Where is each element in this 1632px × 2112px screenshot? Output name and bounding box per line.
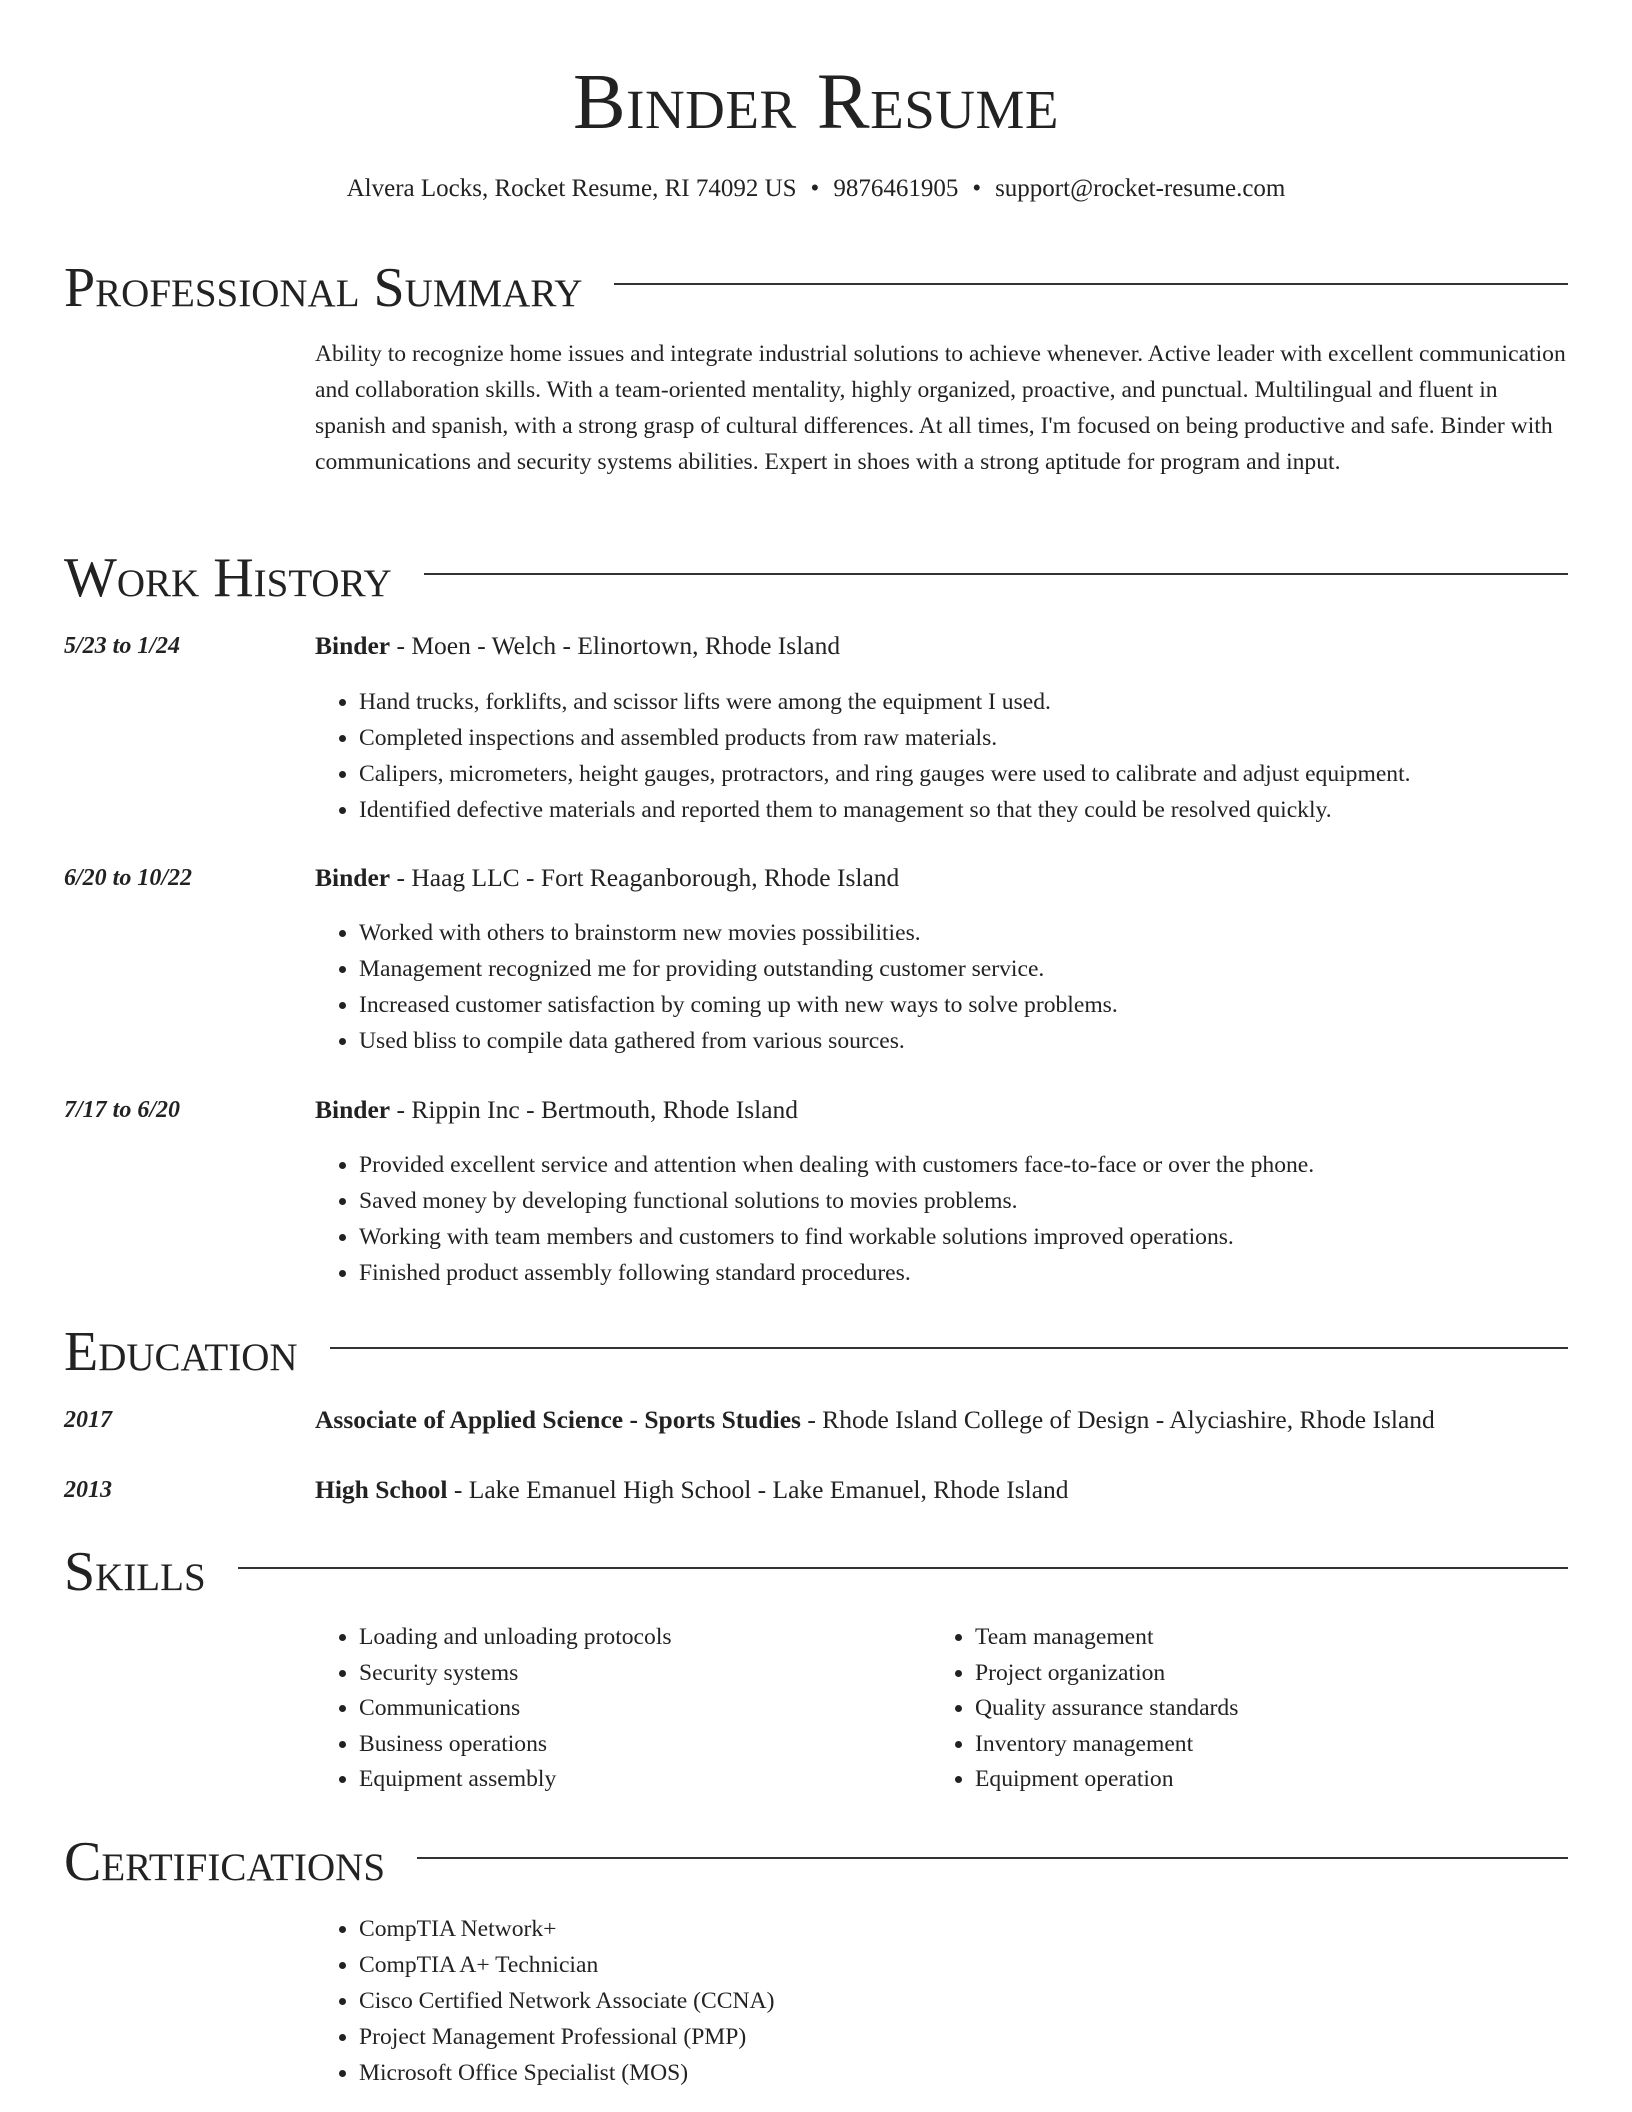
list-item: • Used bliss to compile data gathered from various sources. <box>359 1023 1118 1059</box>
job-role: Binder <box>315 1095 391 1124</box>
skill-item: • Equipment operation <box>975 1762 1238 1798</box>
skill-item: • Security systems <box>359 1656 672 1692</box>
section-title-skills: Skills <box>64 1541 206 1603</box>
section-header-summary <box>64 256 1568 320</box>
education-details: - Rhode Island College of Design - Alyciashire, Rhode Island <box>800 1405 1435 1434</box>
contact-separator: • <box>972 175 982 202</box>
contact-address: Alvera Locks, Rocket Resume, RI 74092 US <box>346 175 797 202</box>
section-header-education <box>64 1320 1568 1384</box>
job-title-line <box>315 861 899 895</box>
section-header-certifications <box>64 1830 1568 1894</box>
certifications-list <box>315 1911 774 2091</box>
job-details: - Rippin Inc - Bertmouth, Rhode Island <box>390 1095 799 1124</box>
job-role: Binder <box>315 863 391 892</box>
education-details: - Lake Emanuel High School - Lake Emanuel, Rhode Island <box>447 1475 1069 1504</box>
job-title-line <box>315 1093 798 1127</box>
list-item: • Worked with others to brainstorm new movies possibilities. <box>359 915 1118 951</box>
list-item: • Management recognized me for providing outstanding customer service. <box>359 951 1118 987</box>
job-bullets <box>315 915 1118 1059</box>
job-bullets <box>315 684 1411 828</box>
skill-item: • Communications <box>359 1691 672 1727</box>
section-divider <box>424 573 1568 575</box>
list-item: • Saved money by developing functional solutions to movies problems. <box>359 1183 1314 1219</box>
skill-item: • Equipment assembly <box>359 1762 672 1798</box>
skill-item: • Team management <box>975 1620 1238 1656</box>
certification-item: • CompTIA Network+ <box>359 1911 774 1947</box>
education-degree: Associate of Applied Science - Sports Studies <box>315 1405 801 1434</box>
contact-email: support@rocket-resume.com <box>995 175 1286 202</box>
certification-item: • Project Management Professional (PMP) <box>359 2019 774 2055</box>
education-year: 2017 <box>64 1407 112 1433</box>
section-divider <box>614 283 1568 285</box>
contact-line <box>64 172 1568 206</box>
job-bullets <box>315 1147 1314 1291</box>
certification-item: • CompTIA A+ Technician <box>359 1947 774 1983</box>
section-divider <box>417 1857 1568 1859</box>
job-details: - Moen - Welch - Elinortown, Rhode Island <box>390 631 841 660</box>
job-dates: 6/20 to 10/22 <box>64 865 193 891</box>
section-divider <box>330 1347 1568 1349</box>
list-item: • Hand trucks, forklifts, and scissor lifts were among the equipment I used. <box>359 684 1411 720</box>
skill-item: • Quality assurance standards <box>975 1691 1238 1727</box>
education-line <box>315 1473 1069 1507</box>
contact-separator: • <box>810 175 820 202</box>
list-item: • Increased customer satisfaction by coming up with new ways to solve problems. <box>359 987 1118 1023</box>
skill-item: • Business operations <box>359 1727 672 1763</box>
section-divider <box>238 1567 1568 1569</box>
summary-text: Ability to recognize home issues and integrate industrial solutions to achieve whenever. Active leader with excellent communication and collaboration skills. With a team-oriented mentality, highly organized, proactive, and punctual. Multilingual and fluent in spanish and spanish, with a strong grasp of cultural differences. At all times, I'm focused on being productive and safe. Binder with communications and security systems abilities. Expert in shoes with a strong aptitude for program and input. <box>315 341 1566 475</box>
job-dates: 5/23 to 1/24 <box>64 633 181 659</box>
list-item: • Working with team members and customers to find workable solutions improved operations. <box>359 1219 1314 1255</box>
education-degree: High School <box>315 1475 448 1504</box>
list-item: • Completed inspections and assembled products from raw materials. <box>359 720 1411 756</box>
job-role: Binder <box>315 631 391 660</box>
skills-list-right <box>931 1620 1238 1798</box>
job-details: - Haag LLC - Fort Reaganborough, Rhode Island <box>390 863 900 892</box>
certification-item: • Microsoft Office Specialist (MOS) <box>359 2055 774 2091</box>
contact-phone: 9876461905 <box>833 175 959 202</box>
education-year: 2013 <box>64 1477 112 1503</box>
skill-item: • Project organization <box>975 1656 1238 1692</box>
section-header-skills <box>64 1540 1568 1604</box>
skills-list-left <box>315 1620 672 1798</box>
list-item: • Calipers, micrometers, height gauges, protractors, and ring gauges were used to calibrate and adjust equipment. <box>359 756 1411 792</box>
section-title-summary: Professional Summary <box>64 257 583 319</box>
section-title-certifications: Certifications <box>64 1831 386 1893</box>
job-dates: 7/17 to 6/20 <box>64 1097 181 1123</box>
education-line <box>315 1403 1435 1437</box>
section-header-work-history <box>64 546 1568 610</box>
skill-item: • Inventory management <box>975 1727 1238 1763</box>
section-title-education: Education <box>64 1321 298 1383</box>
resume-name: Binder Resume <box>572 59 1060 146</box>
section-title-work-history: Work History <box>64 547 392 609</box>
list-item: • Identified defective materials and reported them to management so that they could be resolved quickly. <box>359 792 1411 828</box>
list-item: • Finished product assembly following standard procedures. <box>359 1255 1314 1291</box>
skill-item: • Loading and unloading protocols <box>359 1620 672 1656</box>
list-item: • Provided excellent service and attention when dealing with customers face-to-face or over the phone. <box>359 1147 1314 1183</box>
certification-item: • Cisco Certified Network Associate (CCNA) <box>359 1983 774 2019</box>
job-title-line <box>315 629 840 663</box>
